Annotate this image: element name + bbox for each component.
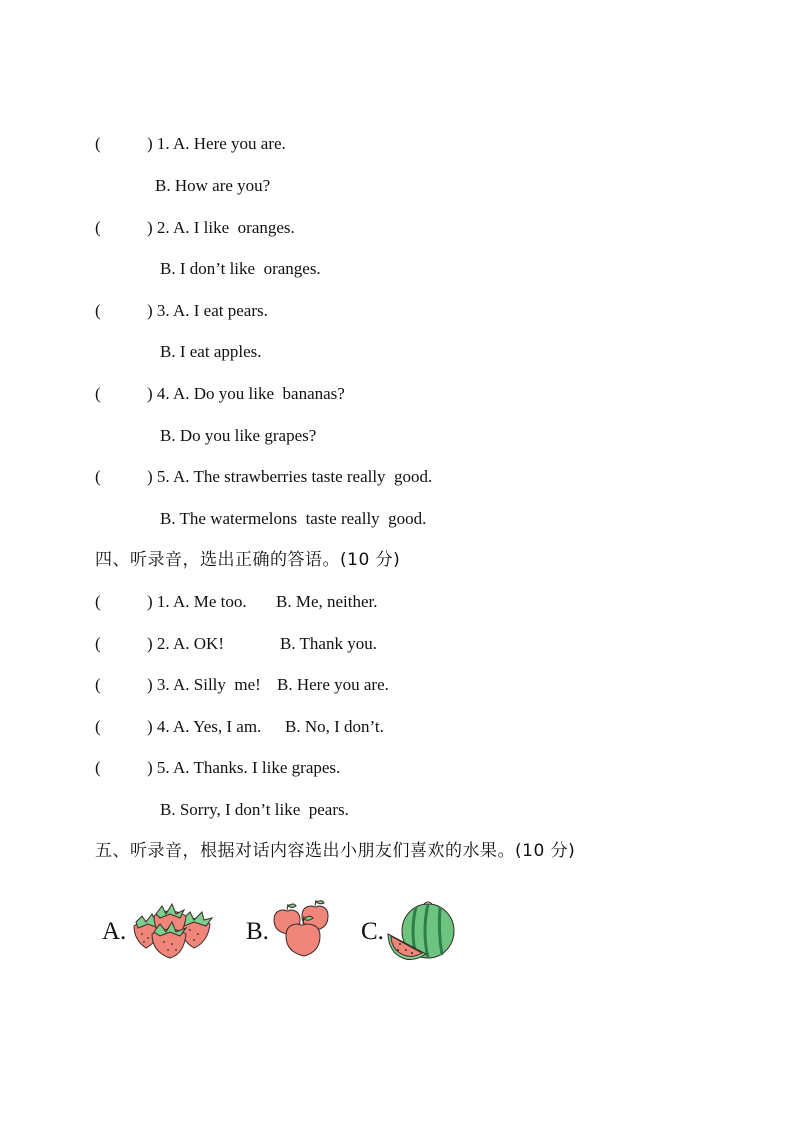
s3-q1-option-b: B. How are you?: [155, 176, 271, 195]
question-number: ) 3.: [147, 301, 170, 320]
apples-icon[interactable]: [270, 900, 332, 960]
question-number: ) 2.: [147, 218, 170, 237]
s3-q3: [95, 300, 268, 322]
s4-q5: [95, 757, 340, 779]
option-a: A. Thanks. I like grapes.: [172, 758, 341, 777]
s4-q1: [95, 591, 247, 613]
question-number: ) 3.: [147, 675, 170, 694]
question-number: ) 4.: [147, 717, 170, 736]
s3-q4-option-b: B. Do you like grapes?: [160, 426, 317, 445]
s3-q4: [95, 383, 345, 405]
answer-blank[interactable]: (: [95, 717, 101, 736]
choice-a-label: A.: [102, 918, 127, 945]
option-a: A. Do you like bananas?: [172, 384, 345, 403]
answer-blank[interactable]: (: [95, 675, 101, 694]
answer-blank[interactable]: (: [95, 758, 101, 777]
option-a: A. The strawberries taste really good.: [172, 467, 433, 486]
section4-heading: 四、听录音，选出正确的答语。(10 分): [95, 550, 401, 570]
question-number: ) 2.: [147, 634, 170, 653]
option-a: A. Silly me!: [172, 675, 261, 694]
answer-blank[interactable]: (: [95, 218, 101, 237]
answer-blank[interactable]: (: [95, 467, 101, 486]
s3-q2: [95, 217, 295, 239]
option-a: A. I like oranges.: [172, 218, 295, 237]
s4-q2-option-b: B. Thank you.: [280, 634, 377, 653]
answer-blank[interactable]: (: [95, 634, 101, 653]
s3-q2-option-b: B. I don’t like oranges.: [160, 259, 321, 278]
s3-q5-option-b: B. The watermelons taste really good.: [160, 509, 427, 528]
option-a: A. OK!: [172, 634, 224, 653]
option-a: A. Here you are.: [172, 134, 286, 153]
option-a: A. Me too.: [172, 592, 247, 611]
question-number: ) 1.: [147, 134, 170, 153]
s4-q4-option-b: B. No, I don’t.: [285, 717, 384, 736]
s3-q3-option-b: B. I eat apples.: [160, 342, 262, 361]
question-number: ) 4.: [147, 384, 170, 403]
choice-c-label: C.: [361, 918, 384, 945]
s4-q4: [95, 716, 261, 738]
s3-q1: [95, 133, 286, 155]
question-number: ) 1.: [147, 592, 170, 611]
s4-q2: [95, 633, 224, 655]
s4-q1-option-b: B. Me, neither.: [276, 592, 378, 611]
option-a: A. I eat pears.: [172, 301, 268, 320]
s4-q3: [95, 674, 261, 696]
answer-blank[interactable]: (: [95, 592, 101, 611]
s4-q3-option-b: B. Here you are.: [277, 675, 389, 694]
section5-heading: 五、听录音，根据对话内容选出小朋友们喜欢的水果。(10 分): [95, 841, 576, 861]
option-a: A. Yes, I am.: [172, 717, 262, 736]
s4-q5-option-b: B. Sorry, I don’t like pears.: [160, 800, 349, 819]
answer-blank[interactable]: (: [95, 301, 101, 320]
question-number: ) 5.: [147, 467, 170, 486]
question-number: ) 5.: [147, 758, 170, 777]
watermelon-icon[interactable]: [386, 898, 458, 964]
s3-q5: [95, 466, 432, 488]
choice-b-label: B.: [246, 918, 269, 945]
strawberries-icon[interactable]: [128, 902, 216, 960]
answer-blank[interactable]: (: [95, 384, 101, 403]
answer-blank[interactable]: (: [95, 134, 101, 153]
